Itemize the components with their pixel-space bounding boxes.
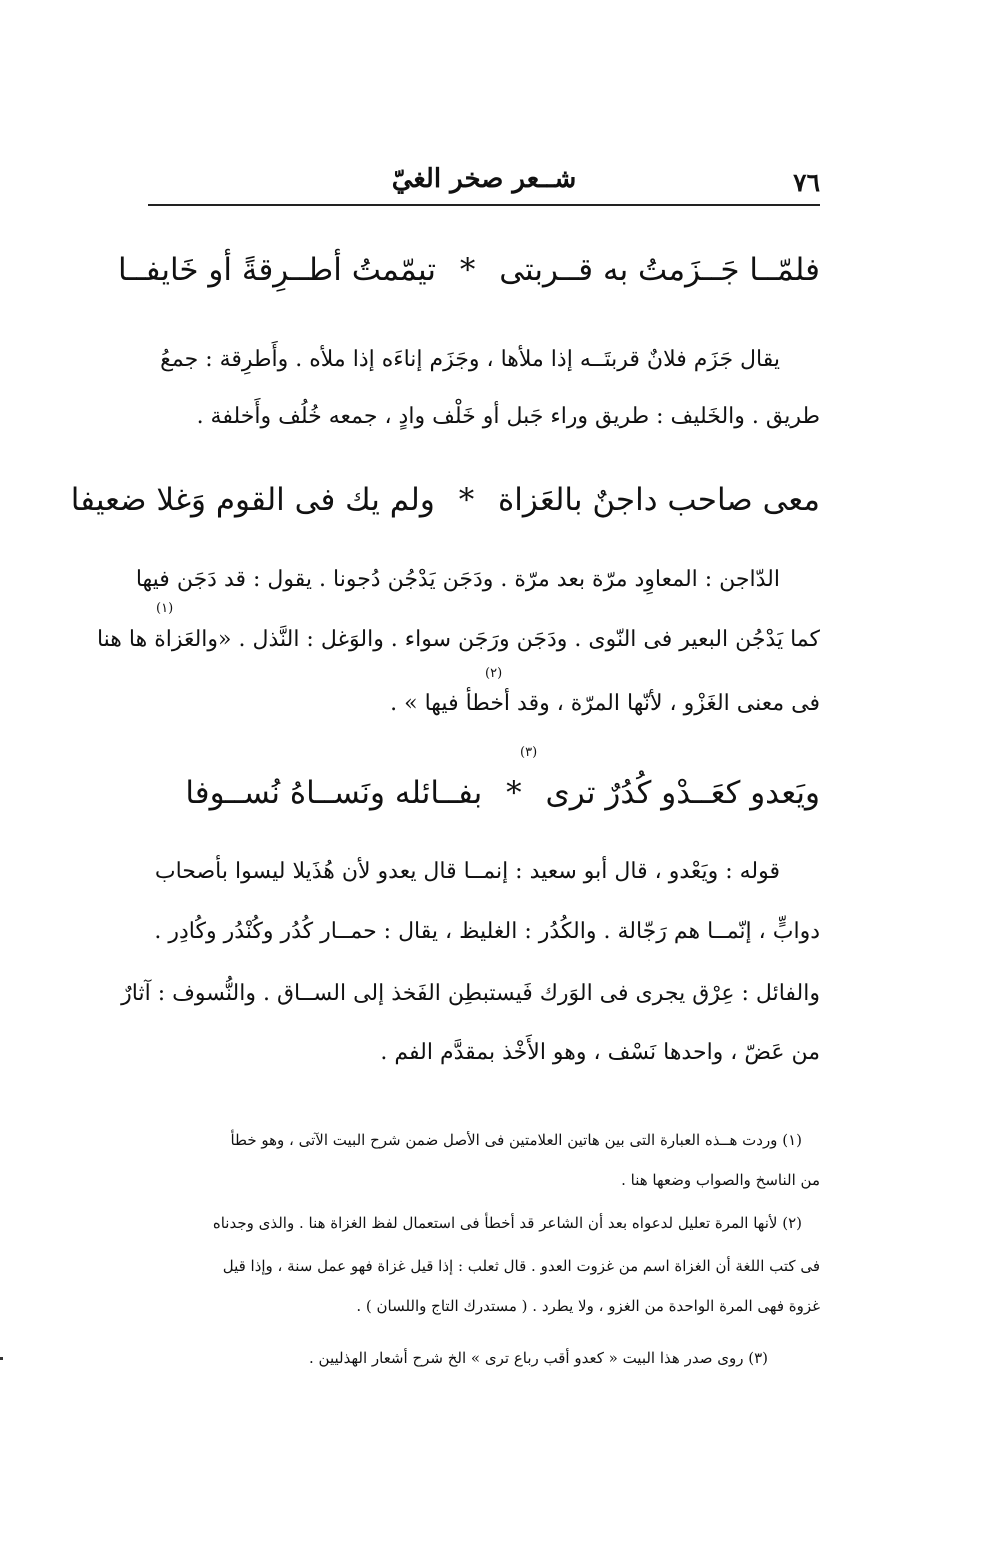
footnote-number: (١): [782, 1131, 802, 1149]
footnote-2: [150, 1208, 820, 1238]
footnote-marker: (٣): [520, 745, 538, 760]
verse-first-hemistich: فلمّــا جَــزَمتُ به قــربتى: [499, 252, 820, 288]
footnote-continuation: فى كتب اللغة أن الغزاة اسم من غزوت العدو . قال ثعلب : إذا قيل غزاة فهو عمل سنة ، وإذا قيل: [222, 1257, 820, 1275]
footnote-text: وردت هــذه العبارة التى بين هاتين العلامتين فى الأصل ضمن شرح البيت الآتى ، وهو خطأ: [230, 1131, 778, 1149]
commentary-line: طريق . والخَليف : طريق وراء جَبل أو خَلْف وادٍ ، جمعه خُلُف وأَخلفة .: [196, 404, 820, 429]
verse-second-hemistich: ولم يك فى القوم وَغلا ضعيفا: [70, 482, 435, 518]
verse-line: [152, 768, 820, 818]
verse-second-hemistich: تيمّمتُ أطــرِقةً أو خَايفــا: [118, 252, 436, 288]
margin-speck: [0, 1357, 3, 1360]
commentary-line: فى معنى الغَزْو ، لأنّها المرّة ، وقد أخطأ فيها » .: [390, 691, 820, 716]
page-number: ٧٦: [793, 168, 820, 197]
verse-separator: *: [458, 482, 475, 518]
commentary-line: والفائل : عِرْق يجرى فى الوَرك فَيستبطِن الفَخذ إلى الســاق . والنُّسوف : آثارٌ: [121, 981, 820, 1006]
verse-first-hemistich: معى صاحب داجنٌ بالعَزاة: [498, 482, 820, 518]
commentary-line: الدّاجن : المعاوِد مرّة بعد مرّة . ودَجَن يَدْجُن دُجونا . يقول : قد دَجَن فيها: [135, 567, 780, 592]
running-title: شــعر صخر الغيّ: [391, 164, 577, 194]
verse-separator: *: [459, 252, 476, 288]
footnote-continuation: غزوة فهى المرة الواحدة من الغزو ، ولا يطرد . ( مستدرك التاج واللسان ) .: [356, 1297, 820, 1315]
commentary-line: من عَضّ ، واحدها نَسْف ، وهو الأَخْذ بمقدَّم الفم .: [380, 1040, 820, 1065]
footnote-1: [150, 1125, 820, 1155]
footnote-continuation: من الناسخ والصواب وضعها هنا .: [621, 1171, 820, 1189]
footnote-marker: (١): [156, 601, 174, 616]
page-header: [148, 160, 820, 206]
verse-first-hemistich: ويَعدو كعَــدْو كُدُرٌ ترى: [545, 775, 820, 811]
verse-line: [118, 245, 820, 295]
footnote-number: (٣): [748, 1349, 768, 1367]
footnote-3: [150, 1343, 820, 1373]
commentary-line: كما يَدْجُن البعير فى النّوى . ودَجَن ورَجَن سواء . والوَغل : النَّذل . «والعَزاة ها هنا: [96, 627, 820, 652]
footnote-text: روى صدر هذا البيت « كعدو أقب رباع ترى » الخ شرح أشعار الهذليين .: [309, 1349, 744, 1367]
commentary-line: دوابٍّ ، إنّمــا هم رَجّالة . والكُدُر : الغليظ ، يقال : حمــار كُدُر وكُنْدُر وكُادِر .: [154, 919, 820, 944]
footnote-marker: (٢): [485, 666, 503, 681]
commentary-line: قوله : ويَعْدو ، قال أبو سعيد : إنمــا قال يعدو لأن هُذَيلا ليسوا بأصحاب: [154, 859, 780, 884]
footnote-number: (٢): [782, 1214, 802, 1232]
footnote-text: لأنها المرة تعليل لدعواه بعد أن الشاعر قد أخطأ فى استعمال لفظ الغزاة هنا . والذى وجدناه: [212, 1214, 778, 1232]
verse-separator: *: [506, 775, 522, 811]
verse-second-hemistich: بفــائله ونَســاهُ نُســوفا: [185, 775, 483, 811]
commentary-line: يقال جَزَم فلانٌ قربتَــه إذا ملأها ، وجَزَم إناءَه إذا ملأه . وأَطرِقة : جمعُ: [160, 347, 780, 372]
verse-line: [70, 475, 820, 525]
